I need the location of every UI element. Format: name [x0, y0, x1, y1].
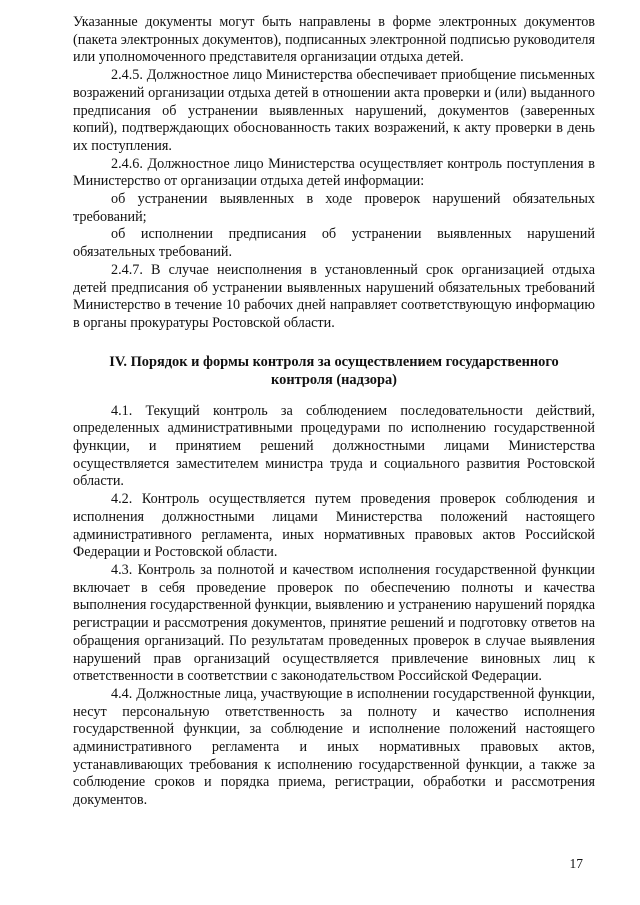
paragraph-2-4-5: 2.4.5. Должностное лицо Министерства обеспечивает приобщение письменных возражений организации отдыха детей в отношении акта проверки и (или) выданного предписания об устранении выявленных нарушений, документов (заверенных копий), подтверждающих обоснованность таких возражений, к акту проверки в день их поступления.	[73, 67, 595, 154]
section-heading	[73, 353, 595, 389]
paragraph-2-4-7: 2.4.7. В случае неисполнения в установленный срок организацией отдыха детей предписания об устранении выявленных нарушений обязательных требований Министерство в течение 10 рабочих дней направляет соответствующую информацию в органы прокуратуры Ростовской области.	[73, 261, 595, 331]
page-body	[73, 14, 595, 810]
section-heading-line-2: контроля (надзора)	[271, 371, 397, 388]
paragraph-electronic-documents: Указанные документы могут быть направлены в форме электронных документов (пакета электронных документов), подписанных электронной подписью руководителя или уполномоченного представителя организации отдыха детей.	[73, 14, 595, 66]
page-number: 17	[569, 856, 583, 871]
list-item-violations: об устранении выявленных в ходе проверок нарушений обязательных требований;	[73, 191, 595, 225]
paragraph-4-1: 4.1. Текущий контроль за соблюдением последовательности действий, определенных административными процедурами по исполнению государственной функции, и принятием решений должностными лицами Министерства осуществляется заместителем министра труда и социального развития Ростовской области.	[73, 402, 595, 490]
paragraph-4-3: 4.3. Контроль за полнотой и качеством исполнения государственной функции включает в себя проведение проверок по обеспечению полноты и качества выполнения государственной функции, выявлению и устранению нарушений порядка регистрации и рассмотрения документов, принятие решений и подготовку ответов на обращения организаций. По результатам проведенных проверок в случае выявления нарушений прав организаций осуществляется привлечение виновных лиц к ответственности в соответствии с законодательством Российской Федерации.	[73, 561, 595, 685]
section-heading-line-1: IV. Порядок и формы контроля за осуществлением государственного	[109, 353, 559, 370]
list-item-prescription: об исполнении предписания об устранении выявленных нарушений обязательных требований.	[73, 226, 595, 261]
paragraph-4-2: 4.2. Контроль осуществляется путем проведения проверок соблюдения и исполнения должностными лицами Министерства положений настоящего административного регламента, иных нормативных правовых актов Российской Федерации и Ростовской области.	[73, 491, 595, 561]
paragraph-4-4: 4.4. Должностные лица, участвующие в исполнении государственной функции, несут персональную ответственность за полноту и качество исполнения государственной функции, за соблюдение и исполнение положений настоящего административного регламента и иных нормативных правовых актов, устанавливающих требования к исполнению государственной функции, а также за соблюдение сроков и порядка приема, регистрации, обработки и рассмотрения документов.	[73, 685, 595, 809]
paragraph-2-4-6: 2.4.6. Должностное лицо Министерства осуществляет контроль поступления в Министерство от организации отдыха детей информации:	[73, 155, 595, 190]
